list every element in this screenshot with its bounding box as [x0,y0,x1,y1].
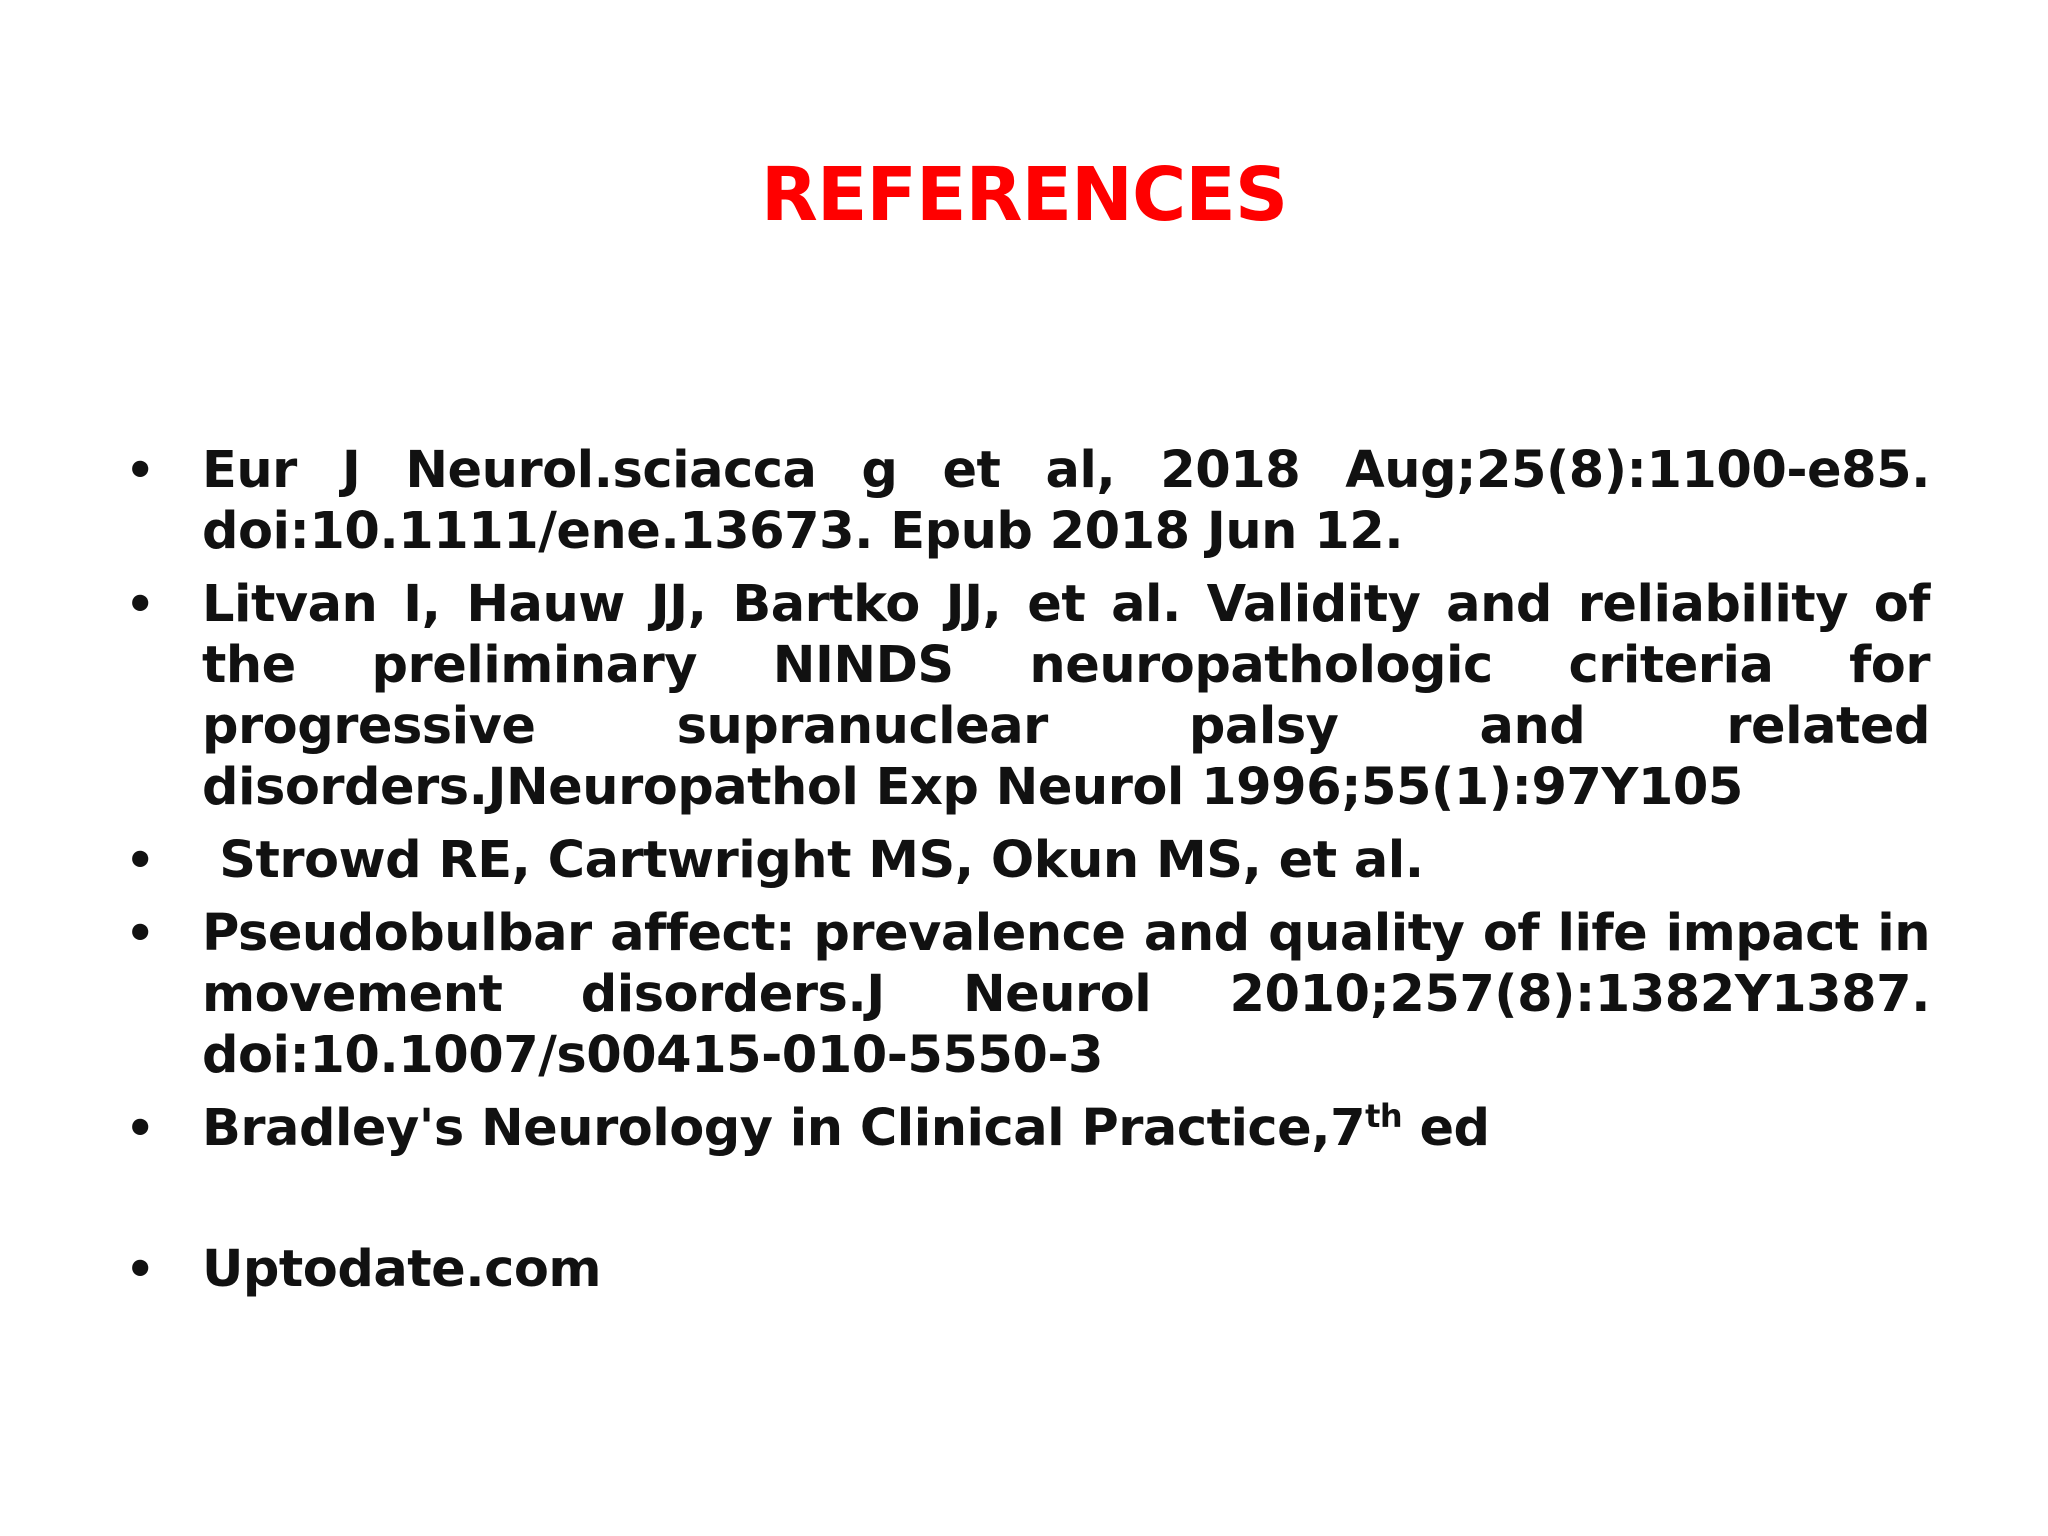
bullet-icon: • [125,1101,155,1155]
reference-item [120,1239,1930,1300]
reference-item [120,440,1930,562]
reference-text: Strowd RE, Cartwright MS, Okun MS, et al. [202,831,1424,890]
reference-text-tail: ed [1402,1099,1490,1158]
bullet-icon: • [125,443,155,497]
bullet-icon: • [125,1242,155,1296]
slide-title: REFERENCES [760,152,1288,238]
bullet-icon: • [125,833,155,887]
reference-item [120,830,1930,891]
reference-item [120,903,1930,1086]
reference-text: Litvan I, Hauw JJ, Bartko JJ, et al. Validity and reliability of the preliminary NINDS neuropathologic criteria for progressive supranuclear palsy and related disorders.JNeuropathol Exp Neurol 1996;55(1):97Y105 [202,575,1930,817]
reference-text: Uptodate.com [202,1240,602,1299]
reference-text: Pseudobulbar affect: prevalence and quality of life impact in movement disorders.J Neurol 2010;257(8):1382Y1387. doi:10.1007/s00415-010-5550-3 [202,904,1930,1085]
reference-list [120,440,1930,1312]
bullet-icon: • [125,577,155,631]
reference-item [120,1098,1930,1159]
reference-text: Eur J Neurol.sciacca g et al, 2018 Aug;25(8):1100-e85. doi:10.1111/ene.13673. Epub 2018 Jun 12. [202,441,1930,561]
reference-text: Bradley's Neurology in Clinical Practice,7 [202,1099,1366,1158]
reference-superscript: th [1365,1097,1403,1135]
reference-item [120,574,1930,818]
bullet-icon: • [125,906,155,960]
